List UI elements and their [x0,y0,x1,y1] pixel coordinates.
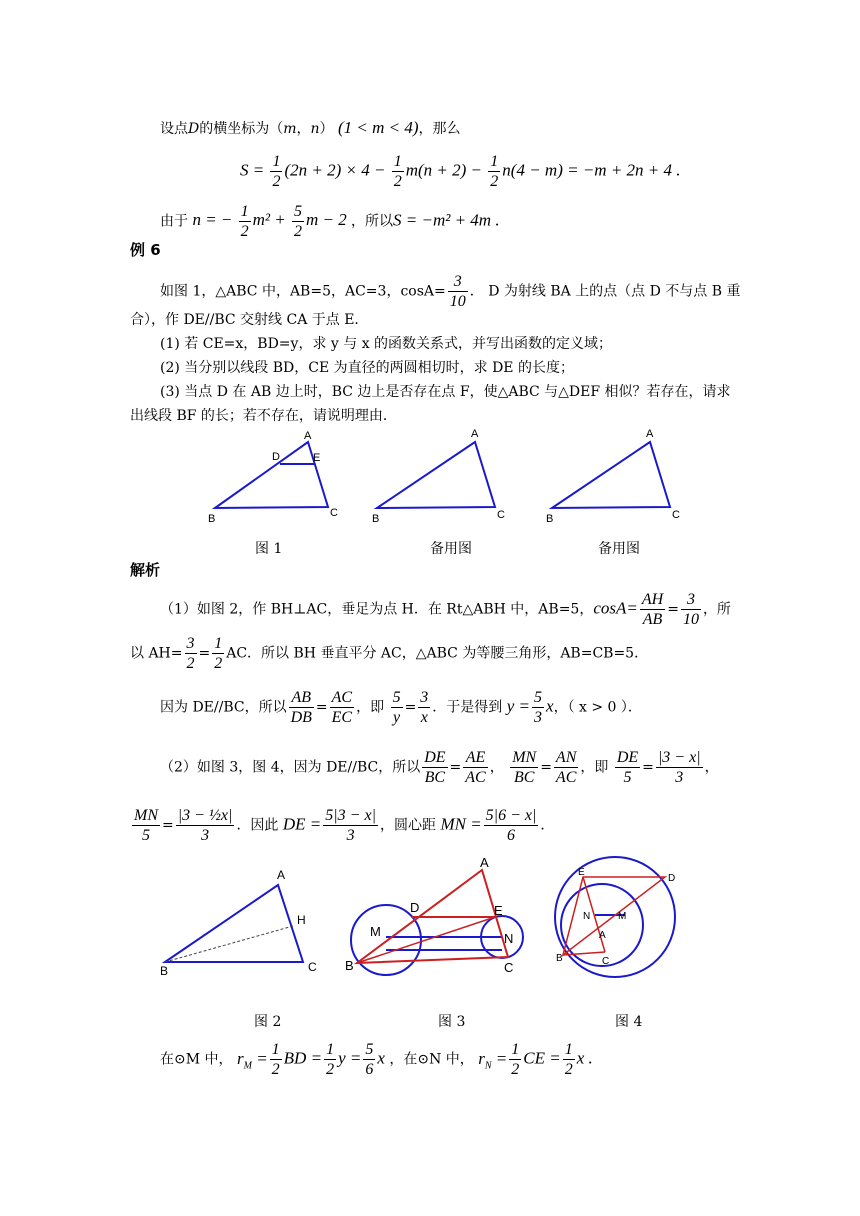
solution-line-2: 以 AH= $\frac{3}{2}$ = $\frac{1}{2}$ AC．所以 BH 垂直平分 AC，△ABC 为等腰三角形，AB=CB=5． [130,635,649,672]
figure-2 [160,868,317,978]
figures-row-1 [200,425,700,530]
figure-backup-2 [546,428,680,525]
figure-1 [208,430,338,525]
svg-text:B: B [556,953,563,964]
caption-fig3: 图 3 [438,1014,466,1030]
solution-line-3: 因为 DE//BC，所以 $\frac{AB}{DB}$ = $\frac{AC}{EC}$ ，即 $\frac{5}{y}$ = $\frac{3}{x}$ ．于是得到 y = $\frac{5}{3}$ x，（ x > 0 ）． [160,689,642,726]
svg-text:D: D [410,900,420,915]
svg-text:H: H [297,913,306,927]
svg-text:D: D [668,873,676,884]
svg-text:A: A [599,930,606,941]
fraction: $\frac{1}{2}$ [393,153,402,190]
label-E: E [313,452,321,464]
fraction: $\frac{1}{2}$ [490,153,499,190]
fraction: $\frac{1}{2}$ [272,153,281,190]
example-title: 例 6 [130,241,161,259]
solution-title: 解析 [130,561,161,579]
svg-text:C: C [504,960,514,975]
question-1: (1) 若 CE=x，BD=y，求 y 与 x 的函数关系式，并写出函数的定义域； [160,336,613,352]
svg-text:M: M [370,924,381,939]
svg-text:E: E [578,867,585,878]
svg-text:C: C [308,960,317,974]
svg-text:A: A [646,428,654,440]
text-line-2: 由于 n = − $\frac{1}{2}$ m² + $\frac{5}{2}$ m − 2 ，所以S = −m² + 4m . [160,203,500,240]
solution-line-6: 在⊙M 中， $r_M$ = $\frac{1}{2}$ BD = $\frac{1}{2}$ y = $\frac{5}{6}$ x ，在⊙N 中， $r_N$ = $\frac{1}{2}$ CE = $\frac{1}{2}$ x . [160,1041,593,1078]
svg-text:B: B [160,964,169,978]
caption-fig2: 图 2 [254,1014,282,1030]
svg-text:E: E [494,903,503,918]
question-3: (3) 当点 D 在 AB 边上时，BC 边上是否存在点 F，使△ABC 与△DEF 相似？若存在，请求 [160,384,731,400]
label-C: C [330,507,338,519]
caption-backup-2: 备用图 [598,541,640,557]
text-line-1: 设点D的横坐标为（m，n） (1 < m < 4)，那么 [160,118,461,137]
svg-text:C: C [497,509,505,521]
altitude-bh [165,926,293,962]
caption-fig1: 图 1 [255,541,283,557]
problem-line-1: 如图 1，△ABC 中，AB=5，AC=3，cosA= $\frac{3}{10}$ ． D 为射线 BA 上的点（点 D 不与点 B 重 [160,273,741,310]
svg-text:M: M [618,911,627,922]
caption-fig4: 图 4 [615,1014,643,1030]
figure-4 [555,857,675,977]
solution-line-1: （1）如图 2，作 BH⊥AC，垂足为点 H．在 Rt△ABH 中，AB=5，cosA= $\frac{AH}{AB}$ = $\frac{3}{10}$ ，所 [160,591,731,628]
figures-row-2 [150,855,690,985]
svg-text:N: N [583,911,591,922]
svg-text:A: A [277,868,286,882]
svg-text:A: A [471,428,479,440]
svg-text:B: B [372,513,380,525]
problem-line-2: 合），作 DE//BC 交射线 CA 于点 E． [130,312,369,328]
figure-backup-1 [372,428,505,525]
question-3-cont: 出线段 BF 的长；若不存在，请说明理由． [130,408,397,424]
svg-text:N: N [504,931,514,946]
svg-text:C: C [672,509,680,521]
svg-text:B: B [546,513,554,525]
label-D: D [272,451,280,463]
figure-3 [345,855,523,975]
circle-M [351,905,421,975]
formula-S: S = $\frac{1}{2}$ (2n + 2) × 4 − $\frac{1}{2}$ m(n + 2) − $\frac{1}{2}$ n(4 − m) = −m + 2n + 4 . [240,153,681,190]
solution-line-5: $\frac{MN}{5}$ = $\frac{\text{|3 − ½x|}}{3}$ ．因此 DE = $\frac{5|3 - x|}{3}$ ，圆心距 MN = $\frac{5|6 - x|}{6}$ ． [134,807,555,844]
label-B: B [208,513,216,525]
caption-backup-1: 备用图 [430,541,472,557]
svg-text:A: A [480,855,489,870]
svg-text:B: B [345,958,354,973]
label-A: A [304,430,312,442]
question-2: (2) 当分别以线段 BD，CE 为直径的两圆相切时，求 DE 的长度； [160,360,574,376]
svg-text:C: C [602,956,610,967]
solution-line-4: （2）如图 3，图 4，因为 DE//BC，所以 $\frac{DE}{BC}$ = $\frac{AE}{AC}$ ， $\frac{MN}{BC}$ = $\frac{AN}{AC}$ ，即 $\frac{DE}{5}$ = $\frac{|3 - x|}{3}$ ， [160,749,719,786]
